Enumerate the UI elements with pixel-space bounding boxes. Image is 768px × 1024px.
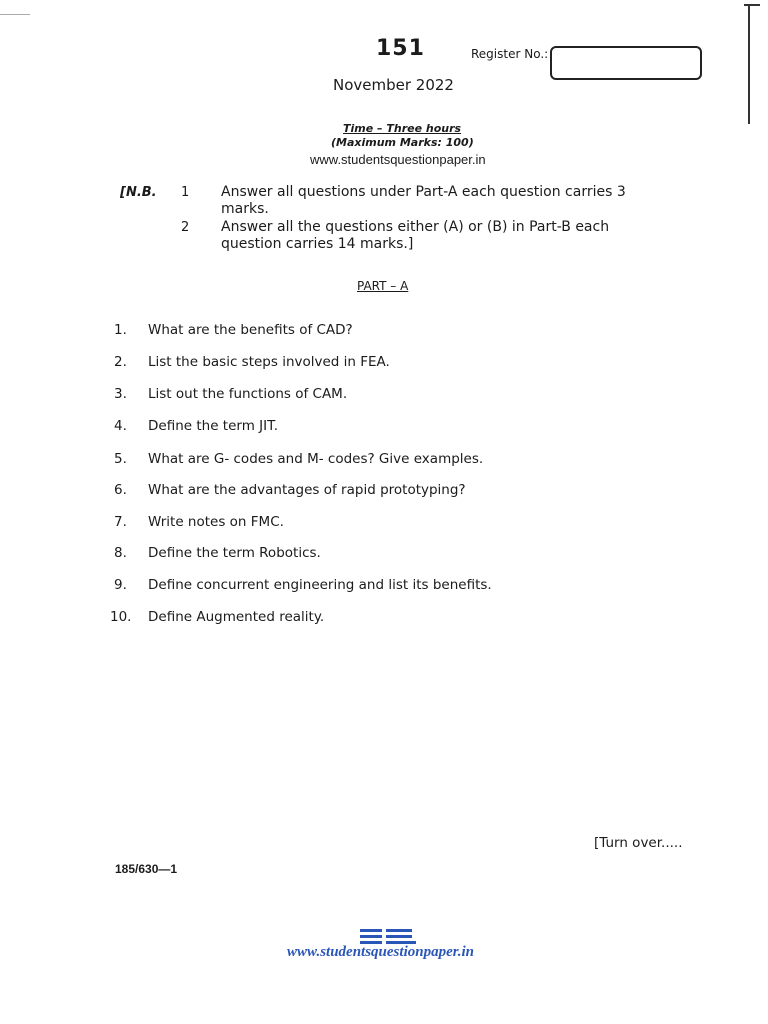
instruction-number: 1 (181, 185, 190, 200)
exam-month: November 2022 (333, 76, 454, 94)
exam-time: Time – Three hours (343, 122, 462, 135)
question-number: 4. (114, 418, 127, 434)
question-number: 2. (114, 354, 127, 370)
question-text: What are the benefits of CAD? (148, 322, 353, 338)
footer-code: 185/630—1 (115, 862, 178, 876)
scan-edge-dash (744, 4, 760, 6)
question-text: What are the advantages of rapid prototyping? (148, 482, 466, 498)
question-text: What are G- codes and M- codes? Give examples. (148, 451, 484, 467)
question-text: Define the term Robotics. (148, 545, 321, 561)
turn-over-note: [Turn over..... (594, 835, 683, 851)
instruction-number: 2 (181, 220, 190, 235)
question-text: List out the functions of CAM. (148, 386, 348, 402)
sq-logo-icon (358, 926, 418, 946)
question-text: Define Augmented reality. (148, 609, 325, 625)
question-text: Write notes on FMC. (148, 514, 284, 530)
question-number: 6. (114, 482, 127, 498)
instructions-label: [N.B. (120, 185, 157, 200)
question-text: Define the term JIT. (148, 418, 279, 434)
part-a-heading: PART – A (357, 279, 409, 293)
question-number: 10. (110, 609, 132, 625)
footer-website-link[interactable]: www.studentsquestionpaper.in (287, 944, 475, 960)
instruction-text: Answer all the questions either (A) or (B) in Part-B each question carries 14 marks.] (221, 219, 610, 252)
scan-mark (0, 14, 30, 15)
question-number: 3. (114, 386, 127, 402)
question-number: 7. (114, 514, 127, 530)
question-number: 9. (114, 577, 127, 593)
max-marks: (Maximum Marks: 100) (331, 136, 474, 149)
scan-edge-mark (748, 4, 760, 124)
register-number-box (550, 46, 702, 80)
question-number: 5. (114, 451, 127, 467)
header-website[interactable]: www.studentsquestionpaper.in (310, 152, 486, 167)
instruction-text: Answer all questions under Part-A each question carries 3 marks. (221, 184, 626, 217)
question-number: 1. (114, 322, 127, 338)
paper-code: 151 (376, 36, 425, 61)
question-text: Define concurrent engineering and list its benefits. (148, 577, 492, 593)
question-number: 8. (114, 545, 127, 561)
register-label: Register No.: (471, 47, 549, 61)
question-text: List the basic steps involved in FEA. (148, 354, 390, 370)
